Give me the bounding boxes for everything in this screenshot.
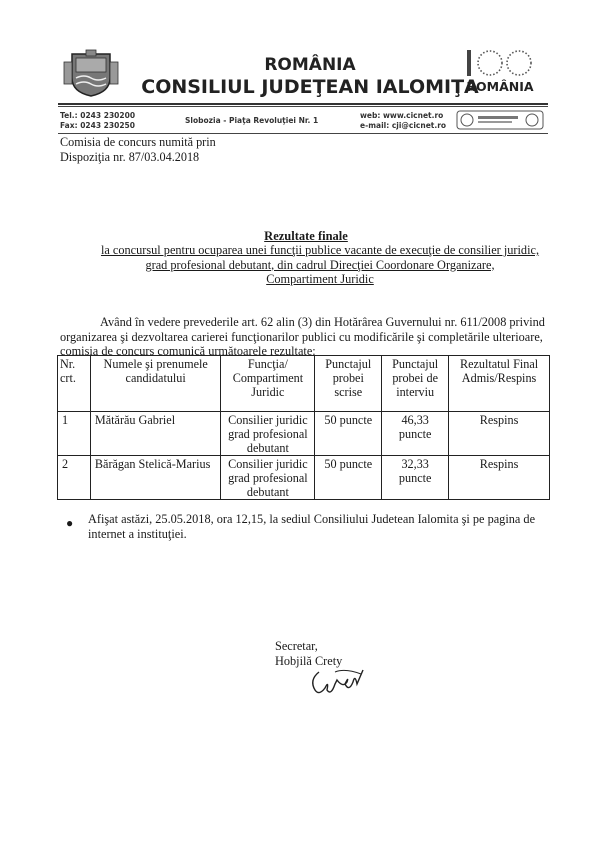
cell-name: Mătărău Gabriel <box>90 412 221 456</box>
header-nr: Nr. crt. <box>58 356 91 412</box>
cell-written-score: 50 puncte <box>315 456 382 500</box>
cell-result: Respins <box>449 412 550 456</box>
commission-line-2: Dispoziţia nr. 87/03.04.2018 <box>60 150 200 164</box>
certification-badge-icon <box>456 110 544 130</box>
results-table <box>57 355 550 500</box>
subtitle-line-3: Compartiment Juridic <box>266 272 374 286</box>
table-row <box>58 412 550 456</box>
signatory-role: Secretar, <box>275 639 318 653</box>
intro-line-2: organizarea şi dezvoltarea carierei funcţionarilor publici cu modificările şi completările ulterioare, <box>60 329 543 344</box>
header-bottom-divider <box>58 133 548 134</box>
bullet-icon: ● <box>66 516 74 530</box>
commission-line-1: Comisia de concurs numită prin <box>60 135 216 149</box>
header-interview-score: Punctajul probei de interviu <box>382 356 449 412</box>
header-result: Rezultatul Final Admis/Respins <box>449 356 550 412</box>
subtitle-line-1: la concursul pentru ocuparea unei funcţii publice vacante de execuţie de consilier juridic, <box>100 243 540 257</box>
header-name: Numele şi prenumele candidatului <box>90 356 221 412</box>
cell-interview-score: 32,33 puncte <box>382 456 449 500</box>
handwritten-signature-icon <box>305 660 375 700</box>
cell-function: Consilier juridic grad profesional debutant <box>221 456 315 500</box>
table-row <box>58 456 550 500</box>
notice-line-2: internet a instituţiei. <box>88 526 187 541</box>
document-title: Rezultate finale <box>264 229 348 243</box>
subtitle-line-2: grad profesional debutant, din cadrul Direcţiei Coordonare Organizare, <box>145 257 495 272</box>
signatory-name: Hobjilă Crety <box>275 654 343 668</box>
intro-line-1: Având în vedere prevederile art. 62 alin (3) din Hotărârea Guvernului nr. 611/2008 privind <box>100 315 545 329</box>
cell-nr: 1 <box>58 412 91 456</box>
intro-line-3: comisia de concurs comunică următoarele rezultate: <box>60 344 316 358</box>
notice-line-1: Afişat astăzi, 25.05.2018, ora 12,15, la sediul Consiliului Judetean Ialomita şi pe pagina de <box>88 512 536 526</box>
cell-written-score: 50 puncte <box>315 412 382 456</box>
fax-number: Fax: 0243 230250 <box>60 121 135 130</box>
cell-function: Consilier juridic grad profesional debutant <box>221 412 315 456</box>
email-address: e-mail: cji@cicnet.ro <box>360 121 447 130</box>
table-header-row <box>58 356 550 412</box>
phone-number: Tel.: 0243 230200 <box>60 111 136 120</box>
website: web: www.cicnet.ro <box>360 111 444 120</box>
country-heading: ROMÂNIA <box>264 55 356 75</box>
cell-result: Respins <box>449 456 550 500</box>
cell-name: Bărăgan Stelică-Marius <box>90 456 221 500</box>
address: Slobozia - Piaţa Revoluţiei Nr. 1 <box>185 116 319 125</box>
centenary-label: ROMÂNIA <box>466 79 534 94</box>
header-divider-thin <box>58 106 548 107</box>
cell-interview-score: 46,33 puncte <box>382 412 449 456</box>
header-function: Funcţia/ Compartiment Juridic <box>221 356 315 412</box>
cell-nr: 2 <box>58 456 91 500</box>
header-written-score: Punctajul probei scrise <box>315 356 382 412</box>
header-divider <box>58 103 548 105</box>
council-heading: CONSILIUL JUDEŢEAN IALOMIŢA <box>141 76 479 98</box>
